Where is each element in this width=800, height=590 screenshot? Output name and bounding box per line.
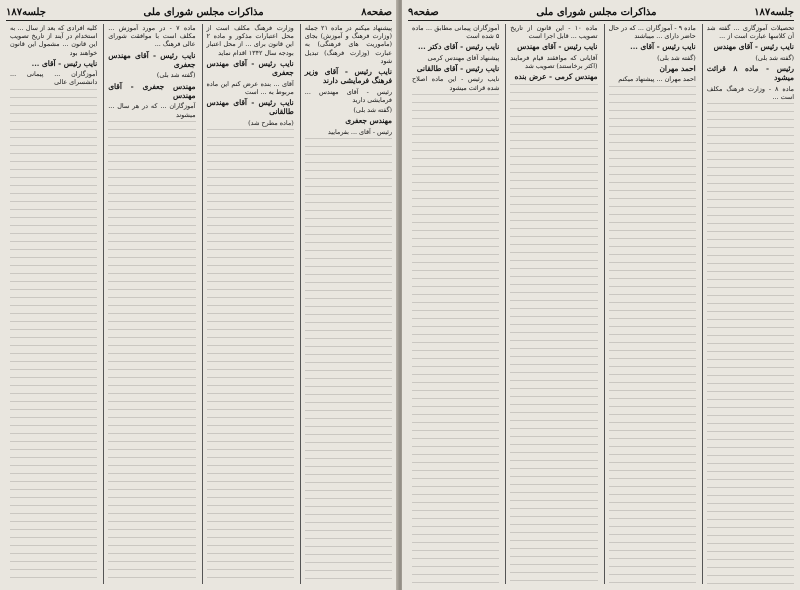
body-text-lines bbox=[207, 129, 294, 584]
left-column-3 bbox=[103, 24, 195, 584]
left-page-label: صفحه۸ bbox=[361, 6, 392, 18]
paragraph: رئیس - آقای ... بفرمایید bbox=[327, 127, 392, 136]
paragraph: آموزگاران پیمانی مطابق ... ماده ۵ شده است bbox=[412, 24, 500, 41]
paragraph: آقای ... بنده عرض کنم این ماده مربوط به ... است bbox=[206, 79, 294, 96]
body-text-lines bbox=[10, 89, 97, 584]
paragraph: کلیه افرادی که بعد از سال ... به استخدام در آیند از تاریخ تصویب این قانون ... مشمول این قانون خواهند بود bbox=[10, 24, 98, 57]
paragraph: آقایانی که موافقند قیام فرمایند (اکثر برخاستند) تصویب شد bbox=[510, 53, 598, 71]
paragraph: وزارت فرهنگ مکلف است از محل اعتبارات مذکور و ماده ۲ این قانون برای ... از محل اعتبار بودجه سال ۱۳۴۲ اقدام نماید bbox=[206, 24, 294, 57]
left-page-columns bbox=[6, 24, 392, 584]
right-page-header bbox=[408, 4, 794, 21]
body-text-lines bbox=[609, 86, 696, 584]
speaker-heading: نایب رئیس - آقای مهندس جعفری bbox=[206, 58, 294, 78]
paragraph: (گفته شد بلی) bbox=[156, 71, 196, 80]
right-page-label: جلسه۱۸۷ bbox=[754, 6, 794, 18]
speaker-heading: احمد مهران bbox=[659, 64, 696, 74]
left-page-title: مذاکرات مجلس شورای ملی bbox=[143, 6, 264, 18]
left-column-1 bbox=[300, 24, 392, 584]
right-page-title: مذاکرات مجلس شورای ملی bbox=[536, 6, 657, 18]
speaker-heading: نایب رئیس - آقای مهندس جعفری bbox=[108, 50, 196, 70]
paragraph: نایب رئیس - این ماده اصلاح شده قرائت میشود bbox=[412, 75, 500, 92]
left-page-session: جلسه۱۸۷ bbox=[6, 6, 46, 18]
speaker-heading: نایب رئیس - آقای مهندس bbox=[713, 42, 794, 52]
left-page-header bbox=[6, 4, 392, 21]
body-text-lines bbox=[707, 103, 794, 584]
speaker-heading: نایب رئیس - آقای وزیر فرهنگ فرمایشی دارند bbox=[304, 67, 392, 86]
right-page bbox=[402, 0, 800, 590]
body-text-lines bbox=[305, 138, 392, 584]
speaker-heading: نایب رئیس - آقای ... bbox=[630, 42, 696, 52]
paragraph: ماده ۷ - در مورد آموزش ... مکلف است با موافقت شورای عالی فرهنگ ... bbox=[108, 24, 196, 49]
left-page bbox=[0, 0, 398, 590]
body-text-lines bbox=[510, 84, 597, 584]
speaker-heading: نایب رئیس - آقای مهندس bbox=[517, 42, 598, 52]
right-page-session: صفحه۹ bbox=[408, 6, 439, 18]
paragraph: آموزگاران ... که در هر سال ... میشوند bbox=[108, 102, 196, 119]
speaker-heading: رئیس - ماده ۸ قرائت میشود bbox=[706, 64, 794, 83]
right-column-3 bbox=[505, 24, 597, 584]
paragraph: (ماده مطرح شد) bbox=[248, 118, 294, 127]
speaker-heading: نایب رئیس - آقای مهندس طالقانی bbox=[206, 98, 294, 117]
body-text-lines bbox=[108, 121, 195, 584]
speaker-heading: مهندس جعفری bbox=[345, 116, 392, 126]
right-column-1 bbox=[702, 24, 794, 584]
right-column-4 bbox=[408, 24, 499, 584]
right-page-columns bbox=[408, 24, 794, 584]
left-column-4 bbox=[6, 24, 97, 584]
paragraph: ماده ۸ - وزارت فرهنگ مکلف است ... bbox=[706, 84, 794, 102]
right-column-2 bbox=[604, 24, 696, 584]
speaker-heading: مهندس کرمی - عرض بنده bbox=[514, 72, 598, 82]
paragraph: آموزگاران ... پیمانی ... دانشسرای عالی bbox=[10, 70, 98, 87]
left-column-2 bbox=[202, 24, 294, 584]
paragraph: تحصیلات آموزگاری ... گفته شد آن کلاسها عبارت است از ... bbox=[706, 24, 794, 41]
speaker-heading: نایب رئیس - آقای دکتر ... bbox=[417, 42, 500, 52]
paragraph: پیشنهاد آقای مهندس کرمی bbox=[427, 53, 500, 62]
speaker-heading: نایب رئیس - آقای طالقانی bbox=[416, 64, 500, 74]
paragraph: (گفته شد بلی) bbox=[657, 53, 696, 62]
paragraph: رئیس - آقای مهندس ... فرمایشی دارید bbox=[304, 87, 392, 105]
paragraph: ماده ۹ - آموزگاران ... که در حال حاضر دارای ... میباشند bbox=[608, 24, 696, 41]
paragraph: (گفته شد بلی) bbox=[755, 53, 794, 62]
paragraph: پیشنهاد میکنم در ماده ۲۱ جمله (وزارت فرهنگ و آموزش) بجای (ماموریت های فرهنگی) به عبارت (وزارت فرهنگ) تبدیل شود bbox=[304, 24, 392, 65]
body-text-lines bbox=[412, 94, 499, 584]
speaker-heading: مهندس جعفری - آقای مهندس bbox=[108, 81, 196, 101]
paragraph: احمد مهران ... پیشنهاد میکنم bbox=[618, 75, 696, 84]
speaker-heading: نایب رئیس - آقای ... bbox=[31, 58, 98, 68]
paragraph: ماده ۱۰ - این قانون از تاریخ تصویب ... قابل اجرا است bbox=[510, 24, 598, 41]
paragraph: (گفته شد بلی) bbox=[353, 106, 392, 115]
